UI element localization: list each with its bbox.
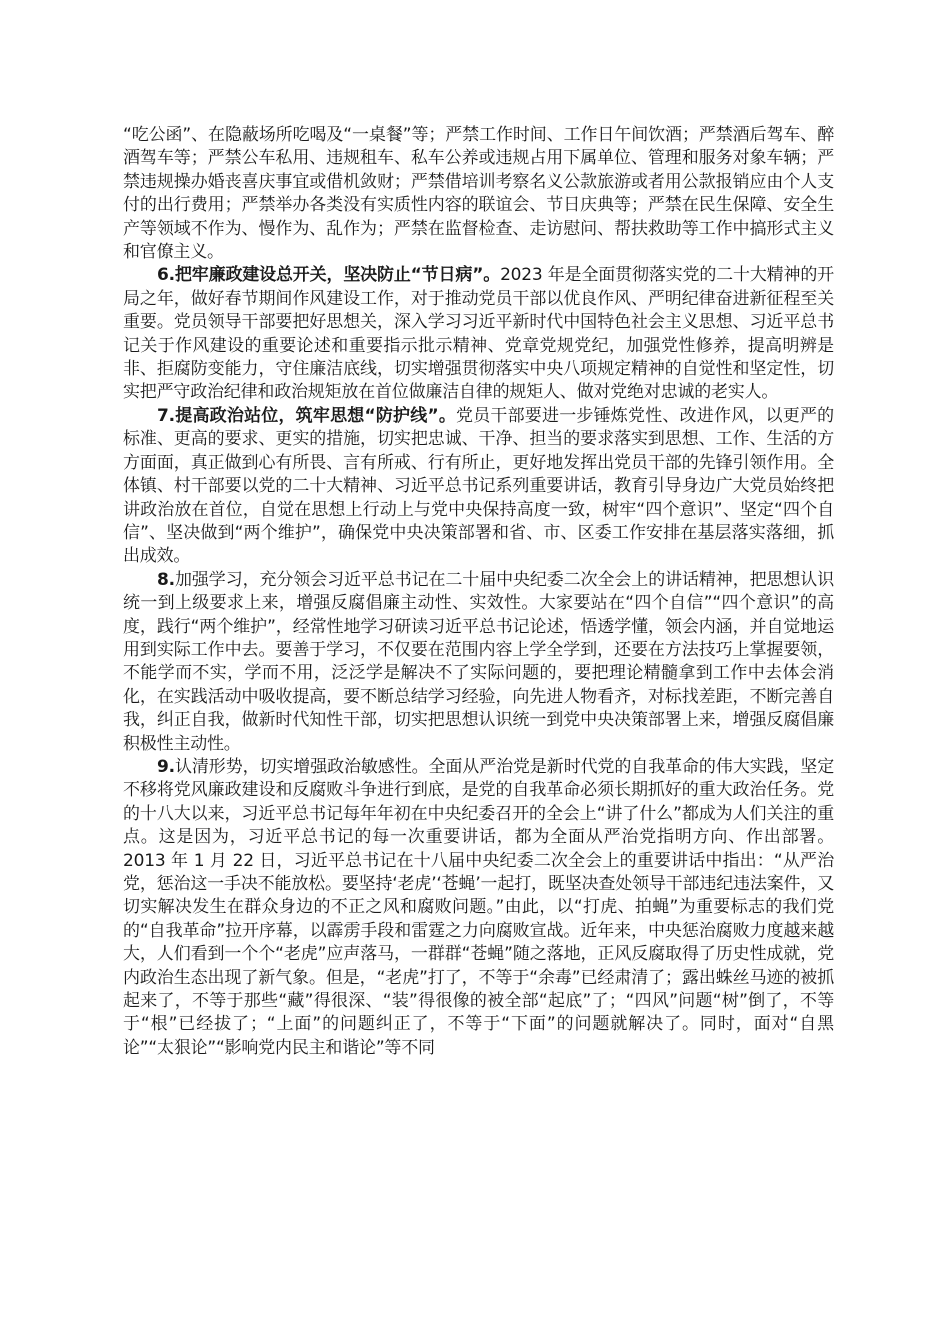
item-heading: 提高政治站位，筑牢思想“防护线”。 <box>174 405 457 426</box>
paragraph-text: 2023 年是全面贯彻落实党的二十大精神的开局之年，做好春节期间作风建设工作，对于推动党员干部以优良作风、严明纪律奋进新征程至关重要。党员领导干部要把好思想关，深入学习习近平新时代中国特色社会主义思想、习近平总书记关于作风建设的重要论述和重要指示批示精神、党章党规党纪，加强党性修养，提高明辨是非、拒腐防变能力，守住廉洁底线，切实增强贯彻落实中央八项规定精神的自觉性和坚定性，切实把严守政治纪律和政治规矩放在首位做廉洁自律的规矩人、做对党绝对忠诚的老实人。 <box>123 265 834 403</box>
paragraph-text: “吃公函”、在隐蔽场所吃喝及“一桌餐”等；严禁工作时间、工作日午间饮酒；严禁酒后驾车、醉酒驾车等；严禁公车私用、违规租车、私车公养或违规占用下属单位、管理和服务对象车辆；严禁违规操办婚丧喜庆事宜或借机敛财；严禁借培训考察名义公款旅游或者用公款报销应由个人支付的出行费用；严禁举办各类没有实质性内容的联谊会、节日庆典等；严禁在民生保障、安全生产等领域不作为、慢作为、乱作为；严禁在监督检查、走访慰问、帮扶救助等工作中搞形式主义和官僚主义。 <box>123 125 834 263</box>
item-number: 9. <box>157 756 175 777</box>
item-number: 8. <box>157 569 175 590</box>
paragraph-item-6 <box>123 264 834 404</box>
paragraph-item-7 <box>123 405 834 569</box>
item-heading: 把牢廉政建设总开关，坚决防止“节日病”。 <box>174 265 501 286</box>
paragraph-item-9 <box>123 756 834 1060</box>
item-number: 7. <box>157 405 175 426</box>
paragraph-text: 党员干部要进一步锤炼党性、改进作风，以更严的标准、更高的要求、更实的措施，切实把忠诚、干净、担当的要求落实到思想、工作、生活的方方面面，真正做到心有所畏、言有所戒、行有所止，更好地发挥出党员干部的先锋引领作用。全体镇、村干部要以党的二十大精神、习近平总书记系列重要讲话，教育引导身边广大党员始终把讲政治放在首位，自觉在思想上行动上与党中央保持高度一致，树牢“四个意识”、坚定“四个自信”、坚决做到“两个维护”，确保党中央决策部署和省、市、区委工作安排在基层落实落细，抓出成效。 <box>123 405 834 567</box>
paragraph-text: 加强学习，充分领会习近平总书记在二十届中央纪委二次全会上的讲话精神，把思想认识统一到上级要求上来，增强反腐倡廉主动性、实效性。大家要站在“四个自信”“四个意识”的高度，践行“两个维护”，经常性地学习研读习近平总书记论述，悟透学懂，领会内涵，并自觉地运用到实际工作中去。要善于学习，不仅要在范围内容上学全学到，还要在方法技巧上掌握要领，不能学而不实，学而不用，泛泛学是解决不了实际问题的，要把理论精髓拿到工作中去体会消化，在实践活动中吸收提高，要不断总结学习经验，向先进人物看齐，对标找差距，不断完善自我，纠正自我，做新时代知性干部，切实把思想认识统一到党中央决策部署上来，增强反腐倡廉积极性主动性。 <box>123 569 834 754</box>
paragraph-item-8 <box>123 569 834 756</box>
document-body <box>123 124 834 1060</box>
paragraph-continuation <box>123 124 834 264</box>
paragraph-text: 认清形势，切实增强政治敏感性。全面从严治党是新时代党的自我革命的伟大实践，坚定不移将党风廉政建设和反腐败斗争进行到底，是党的自我革命必须长期抓好的重大政治任务。党的十八大以来，习近平总书记每年年初在中央纪委召开的全会上“讲了什么”都成为人们关注的重点。这是因为，习近平总书记的每一次重要讲话，都为全面从严治党指明方向、作出部署。2013 年 1 月 22 日，习近平总书记在十八届中央纪委二次全会上的重要讲话中指出：“从严治党，惩治这一手决不能放松。要坚持‘老虎’‘苍蝇’一起打，既坚决查处领导干部违纪违法案件，又切实解决发生在群众身边的不正之风和腐败问题。”由此，以“打虎、拍蝇”为重要标志的我们党的“自我革命”拉开序幕，以霹雳手段和雷霆之力向腐败宣战。近年来，中央惩治腐败力度越来越大，人们看到一个个“老虎”应声落马，一群群“苍蝇”随之落地，正风反腐取得了历史性成就，党内政治生态出现了新气象。但是，“老虎”打了，不等于“余毒”已经肃清了；露出蛛丝马迹的被抓起来了，不等于那些“藏”得很深、“装”得很像的被全部“起底”了；“四风”问题“树”倒了，不等于“根”已经拔了；“上面”的问题纠正了，不等于“下面”的问题就解决了。同时，面对“自黑论”“太狠论”“影响党内民主和谐论”等不同 <box>123 756 834 1058</box>
item-number: 6. <box>157 265 175 286</box>
